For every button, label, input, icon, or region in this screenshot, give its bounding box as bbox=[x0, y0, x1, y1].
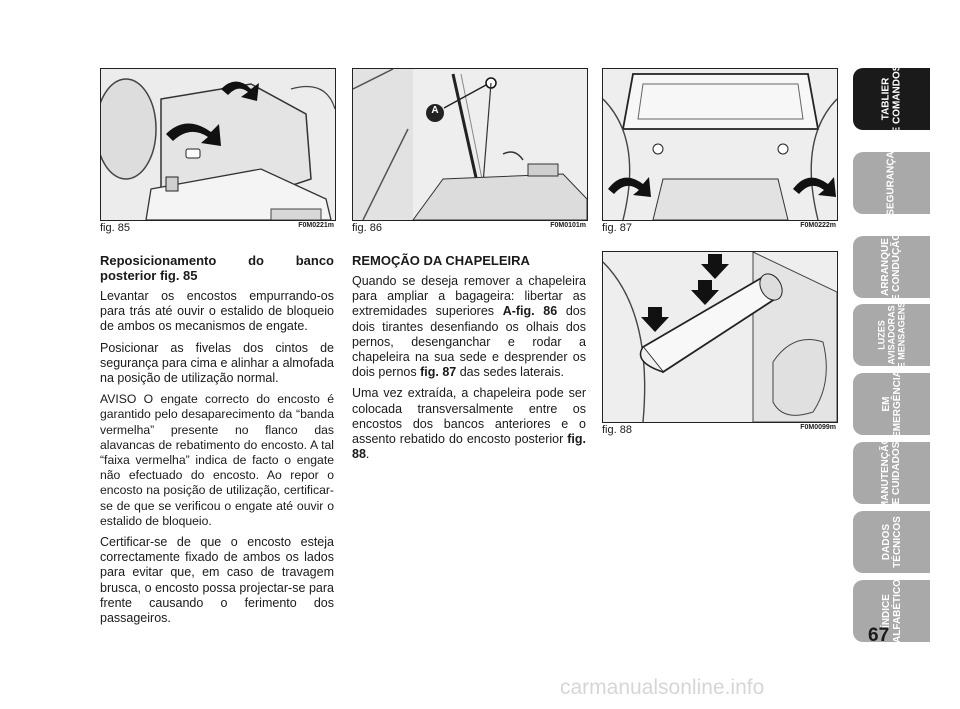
paragraph bbox=[352, 386, 586, 462]
figure-86-code: F0M0101m bbox=[550, 222, 586, 229]
tab-label: ARRANQUE E CONDUÇÃO bbox=[880, 232, 903, 302]
figure-85-caption: fig. 85 bbox=[100, 222, 130, 234]
tab-em-emergencia[interactable] bbox=[853, 370, 930, 438]
figure-87-image bbox=[602, 68, 838, 221]
figure-88-caption: fig. 88 bbox=[602, 424, 632, 436]
tab-manutencao-e-cuidados[interactable] bbox=[853, 436, 930, 510]
figure-reference: A-fig. 86 bbox=[502, 304, 558, 319]
tab-arranque-e-conducao[interactable] bbox=[853, 232, 930, 302]
section-heading-reposition: Reposicionamento do banco posterior fig. 85 bbox=[100, 253, 334, 283]
figure-86-caption: fig. 86 bbox=[352, 222, 382, 234]
figure-87-caption: fig. 87 bbox=[602, 222, 632, 234]
figure-87-code: F0M0222m bbox=[800, 222, 836, 229]
tab-indice-alfabetico[interactable] bbox=[853, 580, 930, 642]
tab-label: LUZES AVISADORAS E MENSAGENS bbox=[876, 301, 907, 369]
paragraph: Posicionar as fivelas dos cintos de segurança para cima e alinhar a almofada na posição de utilização normal. bbox=[100, 340, 334, 386]
text-run: Uma vez extraída, a chapeleira pode ser colocada transversalmente entre os encostos dos bancos anteriores e o assento rebatido do encosto posterior bbox=[352, 386, 586, 447]
tab-dados-tecnicos[interactable] bbox=[853, 511, 930, 573]
section-heading-removal: REMOÇÃO DA CHAPELEIRA bbox=[352, 253, 530, 268]
tab-label: TABLIER E COMANDOS bbox=[880, 64, 903, 134]
left-text-column bbox=[100, 253, 334, 632]
paragraph: Certificar-se de que o encosto esteja correctamente fixado de ambos os lados para evitar que, em caso de travagem brusca, o encosto possa projectar-se para frente causando o ferimento dos passageiros. bbox=[100, 535, 334, 626]
tab-seguranca[interactable] bbox=[853, 152, 930, 214]
figure-85-image bbox=[100, 68, 336, 221]
tab-label: ÍNDICE ALFABÉTICO bbox=[880, 579, 903, 643]
figure-88-code: F0M0099m bbox=[800, 424, 836, 431]
text-run: Quando se deseja remover a chapeleira para ampliar a bagageira: libertar as extremidades superiores bbox=[352, 274, 586, 319]
figure-reference: fig. 88 bbox=[352, 432, 586, 462]
tab-luzes-avisadoras-e-mensagens[interactable] bbox=[853, 301, 930, 369]
callout-a-label: A bbox=[431, 105, 439, 116]
figure-88-image bbox=[602, 251, 838, 423]
tab-label: SEGURANÇA bbox=[885, 150, 897, 216]
tab-label: MANUTENÇÃO E CUIDADOS bbox=[880, 436, 903, 510]
tab-label: EM EMERGÊNCIA bbox=[880, 370, 903, 438]
tab-tablier-e-comandos[interactable] bbox=[853, 64, 930, 134]
figure-85-code: F0M0221m bbox=[298, 222, 334, 229]
figure-reference: fig. 87 bbox=[420, 365, 457, 380]
text-run: dos dois tirantes desenfiando os olhais dos pernos, desenganchar e rodar a chapeleira na sua sede e desprender os dois pernos bbox=[352, 304, 586, 380]
text-run: . bbox=[365, 447, 370, 462]
paragraph: Levantar os encostos empurrando-os para trás até ouvir o estalido de bloqueio de ambos os mecanismos de engate. bbox=[100, 289, 334, 334]
text-run: das sedes laterais. bbox=[456, 365, 564, 380]
figure-86-image bbox=[352, 68, 588, 221]
warning-paragraph: AVISO O engate correcto do encosto é garantido pelo desaparecimento da “banda vermelha” presente no flanco das alavancas de rebatimento do encosto. A tal “faixa vermelha” indica de facto o engate não efectuado do encosto. Ao repor o encosto na posição de utilização, certificar-se de que se verificou o engate até ouvir o estalido de bloqueio. bbox=[100, 392, 334, 528]
paragraph bbox=[352, 274, 586, 380]
tab-label: DADOS TÉCNICOS bbox=[880, 516, 903, 568]
page-number: 67 bbox=[868, 625, 890, 646]
middle-text-column bbox=[352, 253, 586, 468]
watermark: carmanualsonline.info bbox=[560, 676, 765, 699]
